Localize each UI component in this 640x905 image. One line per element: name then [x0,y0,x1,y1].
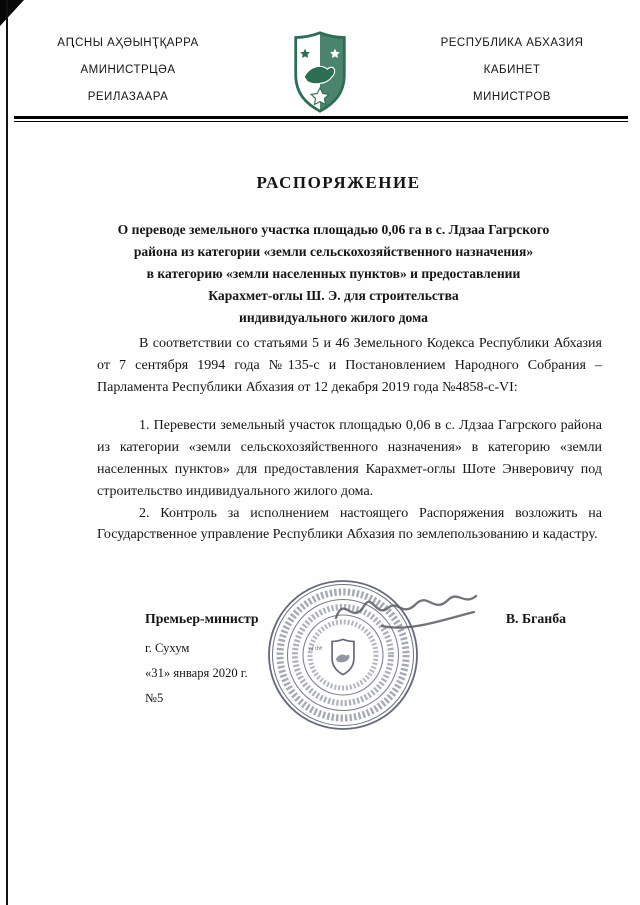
subject-line-2: района из категории «земли сельскохозяйственного назначения» [133,244,534,259]
scan-edge-line [6,0,8,905]
letterhead-abkhaz-line-1: АԤСНЫ АҲӘЫНҬҚАРРА [57,37,199,49]
abkhazia-coat-of-arms-icon [291,30,349,114]
subject-line-1: О переводе земельного участка площадью 0,06 га в с. Лдзаа Гагрского [117,222,550,237]
header-divider [14,116,628,122]
signature-role: Премьер-министр [145,611,259,626]
letterhead-russian-line-2: КАБИНЕТ [483,64,541,76]
document-footer [145,641,248,716]
paragraph-item-1: 1. Перевести земельный участок площадью 0,06 в с. Лдзаа Гагрского района из категории «земли сельскохозяйственного назначения» в категорию «земли населенных пунктов» для предоставления Карахмет-оглы Шоте Энверовичу под строительство индивидуального жилого дома. [97,418,602,499]
letterhead-abkhaz-line-2: АМИНИСТРЦӘА [80,64,176,76]
signature-name: В. Бганба [505,611,566,626]
handwritten-signature-icon [330,584,480,644]
emblem-container [289,30,351,114]
seal-visible-text: of the [308,645,323,653]
letterhead-abkhaz-line-3: РЕИЛАЗААРА [87,91,169,103]
paragraph-intro: В соответствии со статьями 5 и 46 Земельного Кодекса Республики Абхазия от 7 сентября 1994 года №135-с и Постановлением Народного Собрания – Парламента Республики Абхазия от 12 декабря 2019 года №4858-с-VI: [97,336,602,395]
letterhead [24,30,616,117]
subject-line-3: в категорию «земли населенных пунктов» и предоставлении [146,266,521,281]
paragraph-item-2: 2. Контроль за исполнением настоящего Распоряжения возложить на Государственное управление Республики Абхазия по землепользованию и кадастру. [97,505,602,543]
document-body [97,333,602,546]
document-title: РАСПОРЯЖЕНИЕ [256,173,421,192]
footer-number: №5 [145,691,164,705]
subject-line-4: Карахмет-оглы Ш. Э. для строительства [208,288,459,303]
letterhead-russian [408,30,616,117]
letterhead-russian-line-3: МИНИСТРОВ [473,91,551,103]
subject-line-5: индивидуального жилого дома [239,310,428,325]
footer-date: «31» января 2020 г. [145,666,248,680]
footer-city: г. Сухум [145,641,190,655]
document-subject [55,219,612,329]
letterhead-abkhaz [24,30,232,117]
letterhead-russian-line-1: РЕСПУБЛИКА АБХАЗИЯ [440,37,584,49]
scan-corner-artifact [0,0,24,26]
